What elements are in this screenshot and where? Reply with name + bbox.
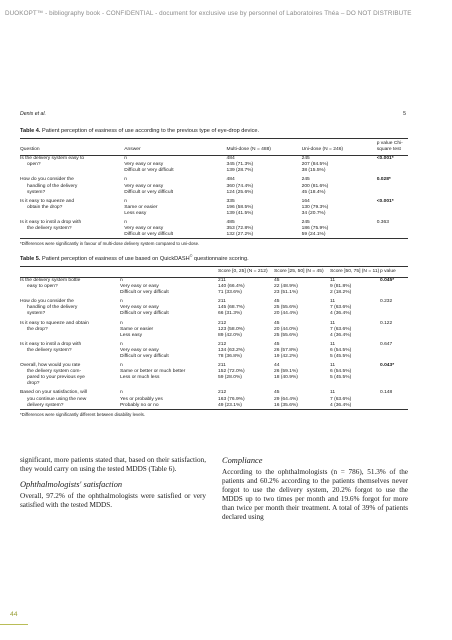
right-column — [222, 456, 408, 522]
table-4-cell: 485 — [226, 220, 235, 226]
table-5-cell: Very easy or easy — [120, 284, 159, 290]
table-4-cell: 245 — [301, 177, 310, 183]
running-head — [20, 111, 408, 117]
left-subheading: Ophthalmologists' satisfaction — [20, 480, 123, 489]
table-5-cell: 29 (64.4%) — [274, 396, 298, 402]
table-4-cell: 45 (18.4%) — [301, 189, 326, 195]
table-5-cell: 7 (63.6%) — [330, 305, 352, 311]
table-5-cell: 7 (63.6%) — [330, 326, 352, 332]
right-subheading: Compliance — [222, 456, 263, 465]
table-5-cell: easy to open? — [27, 284, 58, 290]
table-5-cell: 145 (68.7%) — [218, 305, 245, 311]
table-5-cell: Difficult or very difficult — [120, 290, 169, 296]
table-5-cell: 26 (57.8%) — [274, 347, 298, 353]
table-5-cell: 25 (55.6%) — [274, 332, 298, 338]
table-5-header-score-0-25: Score [0, 25] (N = 212) — [218, 268, 268, 274]
table-5-row — [20, 403, 408, 410]
table-4-cell: Difficult or very difficult — [124, 232, 174, 238]
table-5-header-answer — [120, 266, 218, 277]
table-4-cell: 130 (79.3%) — [301, 204, 329, 210]
table-4-cell: Difficult or Very difficult — [124, 168, 174, 174]
table-5-cell: the drop? — [27, 326, 48, 332]
table-4-cell: system? — [27, 189, 46, 195]
table-4-row — [20, 196, 408, 205]
table-5-cell: 78 (36.8%) — [218, 353, 242, 359]
table-4-cell: 196 (58.5%) — [226, 204, 254, 210]
table-4-cell: 34 (20.7%) — [301, 210, 326, 216]
table-4-cell: 245 — [301, 156, 310, 162]
table-5-cell: 49 (23.1%) — [218, 402, 242, 408]
table-4-cell: Is it easy to instil a drop with — [20, 220, 82, 226]
table-4-row — [20, 217, 408, 226]
table-4-cell: Very easy or easy — [124, 226, 164, 232]
table-5-cell: 212 — [218, 341, 227, 347]
table-4-cell: 132 (27.2%) — [226, 232, 254, 238]
table-5-cell: 45 — [274, 341, 280, 347]
table-5-cell: 45 — [274, 320, 280, 326]
table-5-cell: the delivery system com- — [27, 369, 82, 375]
table-4-cell: How do you consider the — [20, 177, 74, 183]
table-5-cell — [380, 403, 408, 410]
table-5-cell: 45 — [274, 299, 280, 305]
table-5-cell: drop? — [27, 381, 40, 387]
table-5-cell: 20 (44.4%) — [274, 311, 298, 317]
table-5-cell: Overall, how would you rate — [20, 363, 81, 369]
table-5-cell: How do you consider the — [20, 299, 74, 305]
table-4-cell: Very easy or easy — [124, 162, 164, 168]
table-5-cell: 11 — [330, 341, 336, 347]
table-5-cell: 18 (40.9%) — [274, 375, 298, 381]
table-5 — [20, 266, 408, 410]
table-4-cell: <0.001* — [376, 198, 394, 204]
table-5-header-row — [20, 266, 408, 277]
table-5-block — [20, 254, 408, 417]
table-5-row — [20, 360, 408, 369]
table-5-cell: 211 — [218, 299, 226, 305]
table-5-cell: Is it easy to instil a drop with — [20, 341, 82, 347]
table-4-cell: 124 (25.6%) — [226, 189, 254, 195]
table-4-cell: 335 — [226, 198, 235, 204]
table-4-cell: 0.028* — [376, 177, 391, 183]
table-5-cell: 59 (28.0%) — [218, 375, 242, 381]
table-4-cell: 186 (75.9%) — [301, 226, 329, 232]
table-4-cell: 353 (72.8%) — [226, 226, 254, 232]
table-4-caption-text: Patient perception of easiness of use according to the previous type of eye-drop device. — [41, 128, 260, 134]
table-4-cell: n — [124, 156, 128, 162]
table-5-footnote: *Differences were significantly different between disability levels. — [20, 411, 146, 417]
table-4-row — [20, 156, 408, 163]
table-4-block — [20, 128, 408, 246]
table-4-cell: 200 (81.6%) — [301, 183, 329, 189]
table-5-cell: 19 (42.2%) — [274, 353, 298, 359]
table-5-cell: Is the delivery system bottle — [20, 277, 81, 283]
table-5-cell: 7 (63.6%) — [330, 396, 352, 402]
table-4-cell: 139 (28.7%) — [226, 168, 254, 174]
table-5-header-p-value: p value — [380, 268, 396, 274]
table-5-cell: 11 — [330, 299, 336, 305]
table-5-caption-tail: questionnaire scoring. — [192, 255, 249, 262]
table-5-row — [20, 296, 408, 305]
table-5-cell: 212 — [218, 390, 227, 396]
table-5-cell: n — [120, 363, 123, 369]
table-5-row — [20, 318, 408, 327]
table-5-cell: 89 (42.0%) — [218, 332, 242, 338]
table-5-row — [20, 339, 408, 348]
table-5-cell: 9 (81.8%) — [330, 284, 352, 290]
table-5-cell: n — [120, 299, 123, 305]
left-paragraph-1: significant, more patients stated that, based on their satisfaction, they would carry on using the tested MDDS (Table 6). — [20, 456, 206, 473]
running-head-page-number: 5 — [403, 111, 406, 117]
table-4-cell: 484 — [226, 177, 235, 183]
table-5-cell: 11 — [330, 363, 336, 369]
table-5-cell: Very easy or easy — [120, 347, 159, 353]
table-5-cell: 20 (44.0%) — [274, 326, 298, 332]
table-4-cell: 345 (71.3%) — [226, 162, 254, 168]
table-4-header-multi-dose: Multi-dose (N = 488) — [226, 147, 271, 153]
table-4-cell: Very easy or easy — [124, 183, 164, 189]
table-5-cell: 6 (54.5%) — [330, 347, 352, 353]
table-5-cell: system? — [27, 311, 46, 317]
table-4-header-p-value: p value Chi-square test — [376, 141, 403, 153]
running-head-author: Denis et al. — [20, 111, 46, 117]
table-4-cell: handling of the delivery — [27, 183, 78, 189]
table-4-cell: obtain the drop? — [27, 204, 63, 210]
table-4-cell: Difficult or very difficult — [124, 189, 174, 195]
table-5-cell: 4 (36.4%) — [330, 332, 352, 338]
table-5-cell: 44 — [274, 363, 280, 369]
table-5-cell: Difficult or very difficult — [120, 353, 169, 359]
table-5-cell: n — [120, 390, 123, 396]
table-5-cell: pared to your previous eye — [27, 375, 85, 381]
table-5-header-question — [20, 266, 120, 277]
table-4-header-uni-dose: Uni-dose (N = 246) — [301, 147, 344, 153]
table-5-cell: 211 — [218, 277, 226, 283]
table-4-cell: 139 (41.5%) — [226, 210, 254, 216]
table-5-cell: you continue using the new — [27, 396, 87, 402]
table-4-cell: Is the delivery system easy to — [20, 156, 85, 162]
table-4-cell: n — [124, 198, 128, 204]
table-5-cell: 5 (45.5%) — [330, 353, 352, 359]
table-5-cell: n — [120, 277, 123, 283]
table-4-cell: 484 — [226, 156, 235, 162]
table-4-cell: n — [124, 177, 128, 183]
table-5-cell: 0.122 — [380, 320, 393, 326]
table-4-caption — [20, 128, 408, 134]
table-5-cell: 134 (63.2%) — [218, 347, 245, 353]
table-5-cell: 25 (55.6%) — [274, 305, 298, 311]
table-5-cell: 212 — [218, 320, 227, 326]
table-5-cell: 6 (54.5%) — [330, 369, 352, 375]
table-5-cell: 4 (36.4%) — [330, 402, 352, 408]
table-4-cell: 207 (84.5%) — [301, 162, 329, 168]
table-5-cell: 66 (31.3%) — [218, 311, 242, 317]
table-4-cell: Is it easy to squeeze and — [20, 198, 75, 204]
confidential-banner: DUOKOPT™ - bibliography book - CONFIDENTIAL - document for exclusive use by personnel of Laboratoires Théa – DO NOT DISTRIBUTE — [5, 10, 412, 17]
table-5-caption-copyright: © — [189, 254, 193, 258]
table-5-caption-label: Table 5. — [20, 255, 41, 262]
table-5-cell: 11 — [330, 320, 336, 326]
table-4-cell: <0.001* — [376, 156, 394, 162]
table-4-row — [20, 174, 408, 183]
table-5-cell: 123 (58.0%) — [218, 326, 245, 332]
table-5-cell: 0.043* — [380, 363, 395, 369]
page-folio: 44 — [10, 611, 18, 618]
table-4-cell: 360 (74.4%) — [226, 183, 254, 189]
table-4-caption-label: Table 4. — [20, 128, 41, 134]
table-5-caption-text: Patient perception of easiness of use based on QuickDASH — [41, 255, 190, 262]
folio-rule — [0, 624, 28, 625]
table-5-cell: Less easy — [120, 332, 143, 338]
table-4 — [20, 138, 408, 239]
table-5-cell: 5 (45.5%) — [330, 375, 352, 381]
table-5-cell: delivery system? — [27, 402, 64, 408]
table-4-cell — [377, 232, 408, 239]
table-5-header-score-50-75: Score ]50, 75] (N = 11) — [330, 268, 380, 274]
table-4-cell: open? — [27, 162, 41, 168]
table-5-cell: Very easy or easy — [120, 305, 159, 311]
table-5-cell: 163 (76.9%) — [218, 396, 245, 402]
table-5-cell: 11 — [330, 277, 336, 283]
left-column — [20, 456, 206, 510]
table-5-cell: 0.045* — [380, 277, 395, 283]
table-4-cell: n — [124, 220, 128, 226]
table-4-cell — [20, 232, 124, 239]
table-5-cell: 0.647 — [380, 341, 393, 347]
table-4-row — [20, 232, 408, 239]
table-5-cell: 211 — [218, 363, 226, 369]
table-5-cell: n — [120, 320, 123, 326]
table-5-cell: 71 (33.6%) — [218, 290, 242, 296]
table-4-header-row — [20, 139, 408, 156]
table-5-cell: 11 — [330, 390, 336, 396]
table-4-footnote: *Differences were significantly in favour of multi-dose delivery system compared to uni-dose. — [20, 241, 200, 247]
table-4-cell: 164 — [301, 198, 310, 204]
table-5-cell: 22 (48.9%) — [274, 284, 298, 290]
table-4-cell: Less easy — [124, 210, 147, 216]
table-5-cell: the delivery system? — [27, 347, 72, 353]
table-5-cell: 45 — [274, 390, 280, 396]
table-5-caption — [20, 254, 408, 262]
table-5-cell: 152 (72.0%) — [218, 369, 245, 375]
table-4-cell: the delivery system? — [27, 226, 72, 232]
table-5-cell: 140 (66.4%) — [218, 284, 245, 290]
table-4-header-question: Question — [20, 147, 40, 153]
table-4-header-answer: Answer — [124, 147, 141, 153]
table-5-cell: Less or much less — [120, 375, 160, 381]
table-5-cell: 2 (18.2%) — [330, 290, 352, 296]
table-5-cell: 0.148 — [380, 390, 393, 396]
table-5-cell: n — [120, 341, 123, 347]
table-5-cell: Same or easier — [120, 326, 154, 332]
left-paragraph-2: Overall, 97.2% of the ophthalmologists were satisfied or very satisfied with the tested MDDS. — [20, 492, 206, 509]
table-4-cell: Same or easier — [124, 204, 158, 210]
table-5-cell: Difficult or very difficult — [120, 311, 169, 317]
table-5-header-score-25-50: Score ]25, 50] (N = 45) — [274, 268, 324, 274]
table-5-cell: 0.232 — [380, 299, 393, 305]
table-4-cell: 0.363 — [376, 220, 389, 226]
table-5-cell: Is it easy to squeeze and obtain — [20, 320, 89, 326]
table-5-cell: Yes or probably yes — [120, 396, 163, 402]
table-5-cell: Same or better or much better — [120, 369, 186, 375]
table-5-cell: 45 — [274, 277, 280, 283]
table-4-cell: 59 (24.1%) — [301, 232, 326, 238]
right-paragraph-1: According to the ophthalmologists (n = 786), 51.3% of the patients and 60.2% according to the patients themselves never forgot to use the delivery system, 20.2% forgot to use the MDDS up to two times per month and 19.6% forgot for more than twice per month their treatment. A total of 39% of patients declared using — [222, 468, 408, 521]
table-5-cell: Based on your satisfaction, will — [20, 390, 87, 396]
table-5-cell: Probably no or no — [120, 402, 159, 408]
table-5-cell: 16 (35.6%) — [274, 402, 298, 408]
table-5-cell: handling of the delivery — [27, 305, 78, 311]
table-5-cell: 23 (51.1%) — [274, 290, 298, 296]
table-4-cell: 38 (15.5%) — [301, 168, 326, 174]
table-5-cell: 4 (36.4%) — [330, 311, 352, 317]
table-5-cell: 26 (59.1%) — [274, 369, 298, 375]
table-4-cell: 245 — [301, 220, 310, 226]
table-5-row — [20, 387, 408, 396]
